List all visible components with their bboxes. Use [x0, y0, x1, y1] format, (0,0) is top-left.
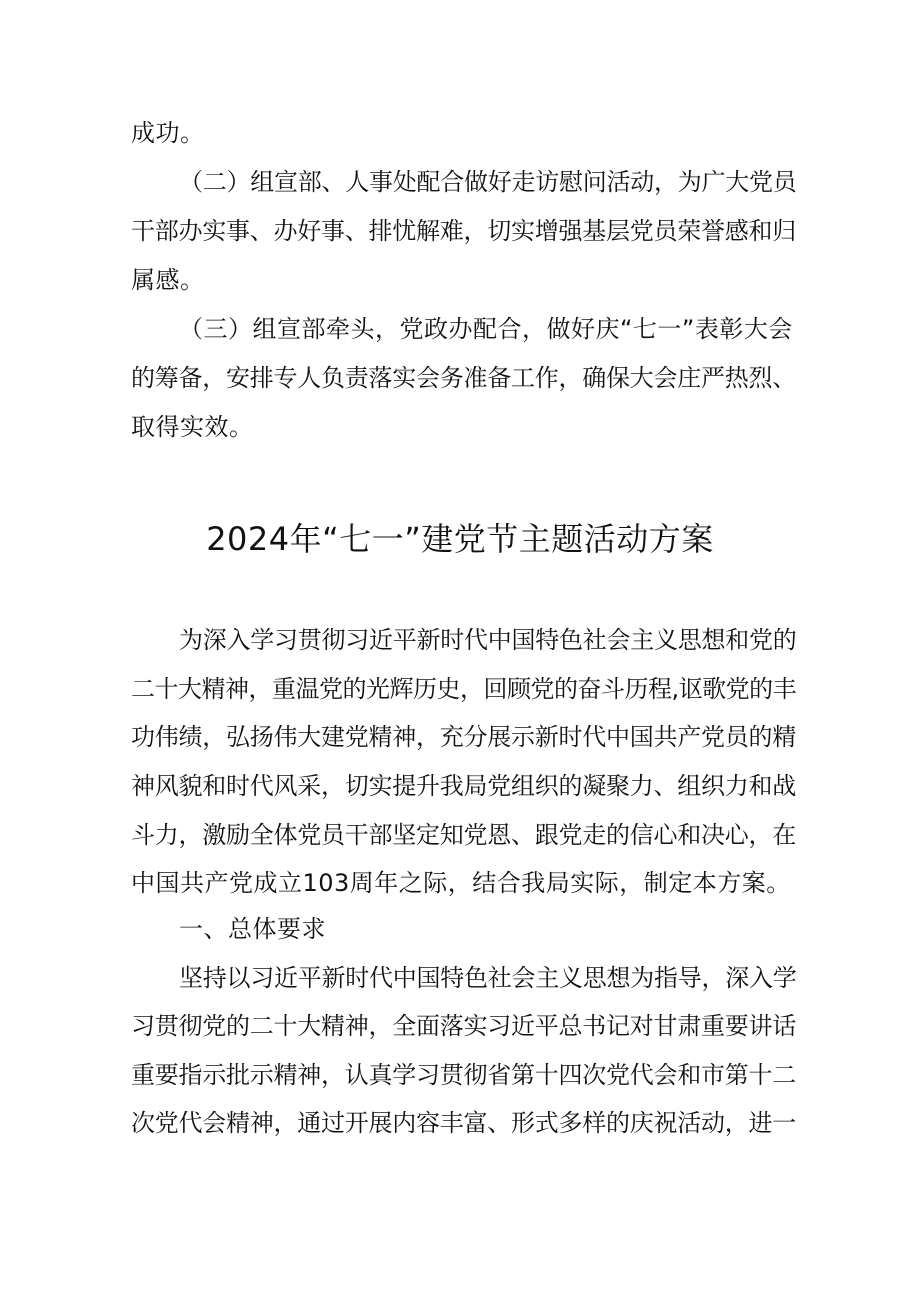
paragraph-line: 为深入学习贯彻习近平新时代中国特色社会主义思想和党的 — [179, 626, 797, 654]
paragraph-line: 功伟绩，弘扬伟大建党精神，充分展示新时代中国共产党员的精 — [131, 723, 796, 751]
paragraph-line: 坚持以习近平新时代中国特色社会主义思想为指导，深入学 — [179, 964, 797, 992]
paragraph-line: 斗力，激励全体党员干部坚定知党恩、跟党走的信心和决心，在 — [131, 821, 796, 849]
paragraph-line: 属感。 — [131, 266, 205, 294]
paragraph-line: 成功。 — [131, 119, 205, 147]
paragraph-line: 习贯彻党的二十大精神，全面落实习近平总书记对甘肃重要讲话 — [131, 1012, 796, 1040]
paragraph-line: 神风貌和时代风采，切实提升我局党组织的凝聚力、组织力和战 — [131, 772, 796, 800]
paragraph-line: 取得实效。 — [131, 413, 254, 441]
paragraph-line: （二）组宣部、人事处配合做好走访慰问活动，为广大党员 — [179, 168, 797, 196]
paragraph-line: （三）组宣部牵头，党政办配合，做好庆“七一”表彰大会 — [179, 315, 793, 343]
paragraph-line: 中国共产党成立103周年之际，结合我局实际，制定本方案。 — [131, 869, 791, 897]
paragraph-line: 二十大精神，重温党的光辉历史，回顾党的奋斗历程,讴歌党的丰 — [131, 675, 797, 703]
paragraph-line: 干部办实事、办好事、排忧解难，切实增强基层党员荣誉感和归 — [131, 217, 796, 245]
paragraph-line: 的筹备，安排专人负责落实会务准备工作，确保大会庄严热烈、 — [131, 364, 796, 392]
section-heading: 一、总体要求 — [179, 915, 326, 943]
paragraph-line: 重要指示批示精神，认真学习贯彻省第十四次党代会和市第十二 — [131, 1061, 796, 1089]
document-title: 2024年“七一”建党节主题活动方案 — [206, 520, 714, 558]
paragraph-line: 次党代会精神，通过开展内容丰富、形式多样的庆祝活动，进一 — [131, 1109, 796, 1137]
